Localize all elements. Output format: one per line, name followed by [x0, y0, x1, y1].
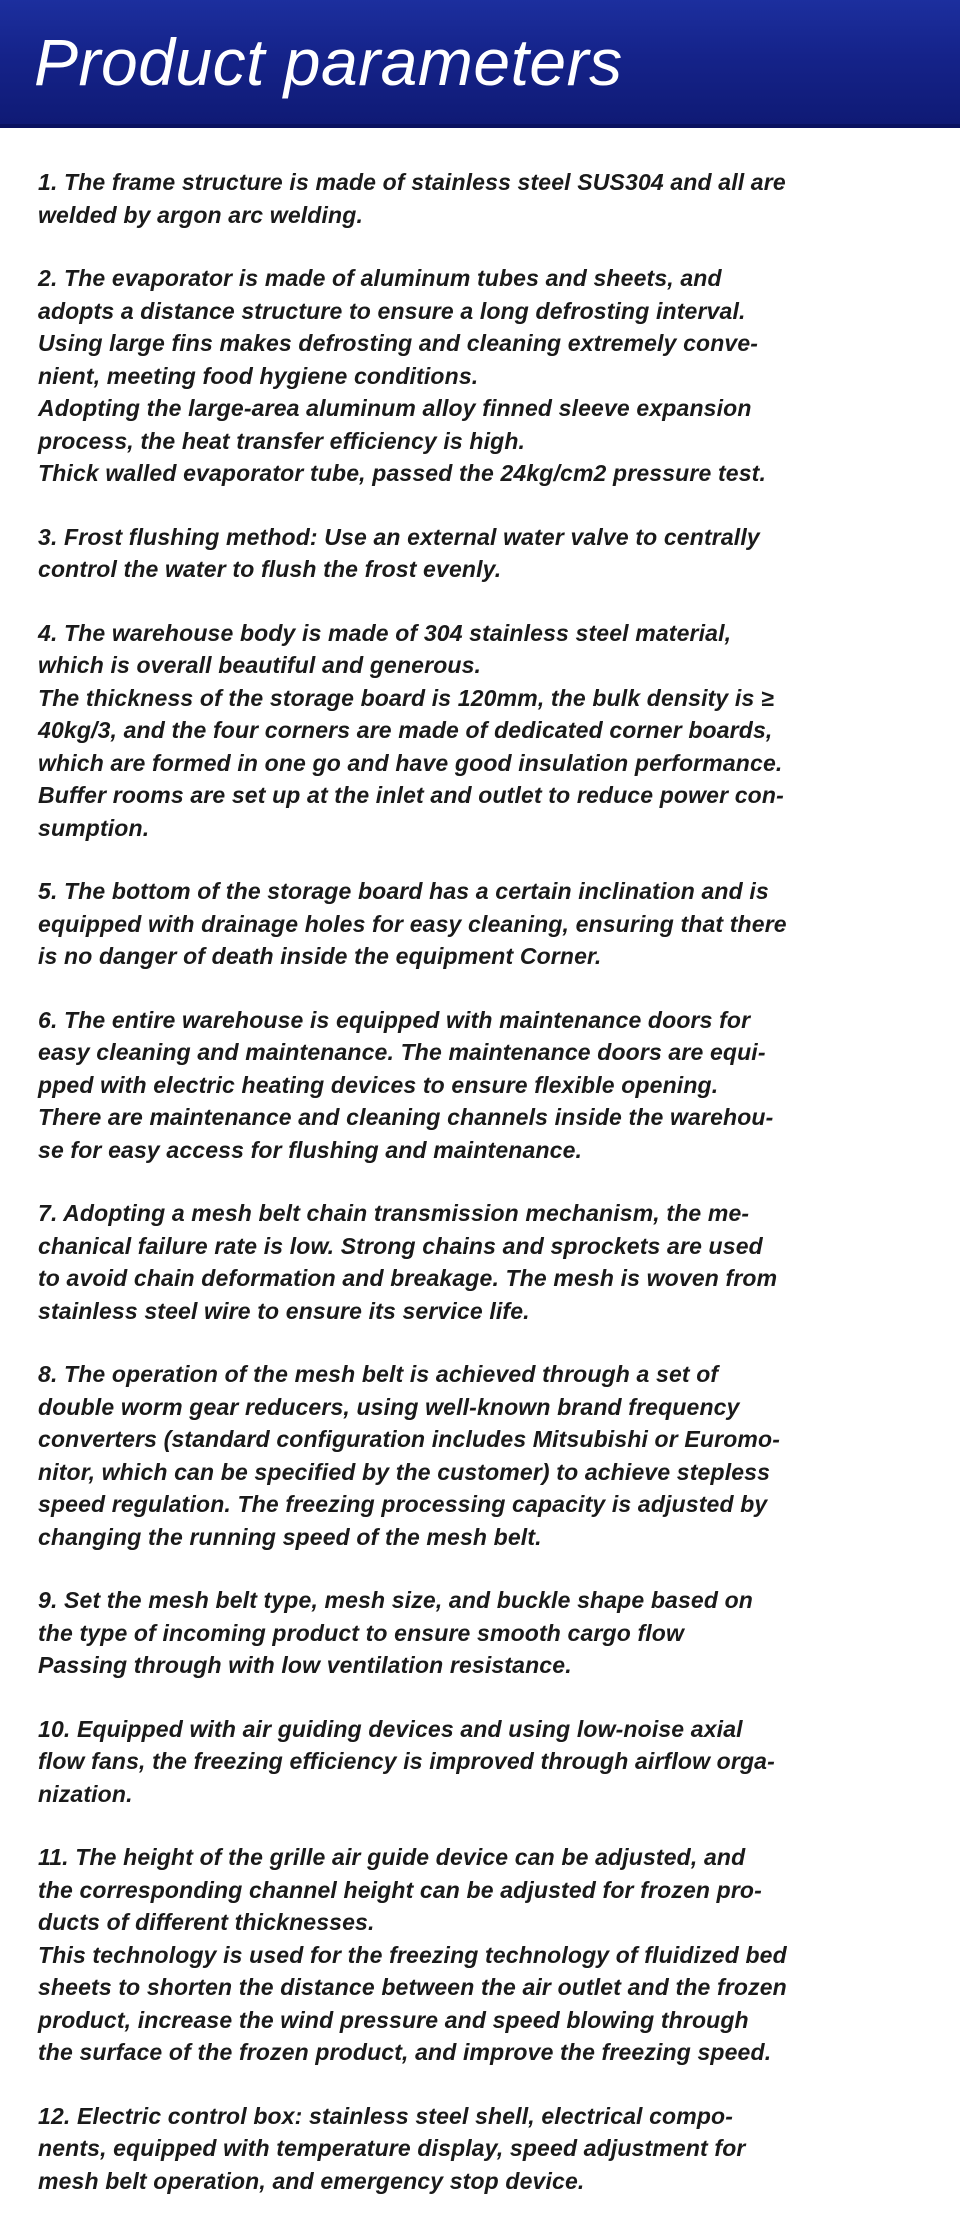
parameter-item [38, 262, 918, 490]
parameter-text-line: pped with electric heating devices to ensure flexible opening. [38, 1071, 719, 1098]
parameter-text-line: Thick walled evaporator tube, passed the 24kg/cm2 pressure test. [38, 460, 766, 486]
parameter-text-line: control the water to flush the frost evenly. [38, 556, 502, 582]
page-title: Product parameters [34, 25, 623, 99]
parameter-text-line: 12. Electric control box: stainless steel shell, electrical compo- [38, 2102, 734, 2129]
parameter-text-line: nient, meeting food hygiene conditions. [38, 362, 479, 389]
parameter-text-line: 9. Set the mesh belt type, mesh size, and buckle shape based on [38, 1587, 754, 1613]
parameter-text-line: stainless steel wire to ensure its service life. [38, 1297, 530, 1324]
parameter-text-line: Using large fins makes defrosting and cleaning extremely conve- [38, 330, 759, 356]
parameter-text-line: which is overall beautiful and generous. [38, 652, 482, 678]
parameter-text-line: Adopting the large-area aluminum alloy finned sleeve expansion [38, 395, 752, 421]
parameter-list [38, 166, 918, 2228]
parameter-text-line: Passing through with low ventilation resistance. [38, 1652, 572, 1678]
parameter-item [38, 875, 918, 973]
parameter-text-line: 3. Frost flushing method: Use an external water valve to centrally [38, 523, 760, 550]
parameter-text-line: flow fans, the freezing efficiency is improved through airflow orga- [38, 1748, 775, 1774]
parameter-text-line: 4. The warehouse body is made of 304 stainless steel material, [38, 619, 732, 646]
parameter-text-line: 6. The entire warehouse is equipped with maintenance doors for [38, 1006, 751, 1033]
parameter-text-line: welded by argon arc welding. [38, 201, 363, 228]
parameter-item [38, 1841, 918, 2069]
parameter-text-line: process, the heat transfer efficiency is high. [38, 427, 526, 454]
parameter-item [38, 1358, 918, 1553]
parameter-text-line: sheets to shorten the distance between the air outlet and the frozen [38, 1974, 787, 2000]
parameter-text-line: changing the running speed of the mesh belt. [38, 1523, 542, 1550]
parameter-item [38, 1004, 918, 1167]
parameter-text-line: There are maintenance and cleaning channels inside the warehou- [38, 1104, 774, 1130]
parameter-text-line: nents, equipped with temperature display, speed adjustment for [38, 2135, 746, 2161]
parameter-text-line: product, increase the wind pressure and speed blowing through [38, 2006, 749, 2033]
parameter-text-line: 40kg/3, and the four corners are made of dedicated corner boards, [38, 717, 773, 743]
parameter-text-line: the type of incoming product to ensure smooth cargo flow [38, 1619, 685, 1646]
parameter-text-line: nitor, which can be specified by the customer) to achieve stepless [38, 1458, 771, 1485]
parameter-text-line: is no danger of death inside the equipment Corner. [38, 943, 602, 969]
parameter-text-line: 1. The frame structure is made of stainless steel SUS304 and all are [38, 169, 786, 195]
parameter-text-line: nization. [38, 1780, 133, 1807]
parameter-text-line: the surface of the frozen product, and improve the freezing speed. [38, 2039, 772, 2065]
parameter-text-line: Buffer rooms are set up at the inlet and outlet to reduce power con- [38, 782, 784, 808]
parameter-item [38, 1584, 918, 1682]
parameter-text-line: se for easy access for flushing and maintenance. [38, 1136, 583, 1163]
parameter-item [38, 166, 918, 231]
parameter-text-line: to avoid chain deformation and breakage. The mesh is woven from [38, 1265, 778, 1291]
parameter-text-line: 11. The height of the grille air guide device can be adjusted, and [38, 1844, 746, 1870]
parameter-item [38, 521, 918, 586]
parameter-text-line: mesh belt operation, and emergency stop device. [38, 2167, 585, 2194]
parameter-text-line: speed regulation. The freezing processing capacity is adjusted by [38, 1491, 768, 1517]
parameter-text-line: 2. The evaporator is made of aluminum tubes and sheets, and [38, 265, 722, 291]
parameter-text-line: which are formed in one go and have good insulation performance. [38, 749, 783, 776]
parameter-text-line: 10. Equipped with air guiding devices and using low-noise axial [38, 1715, 743, 1742]
parameter-text-line: equipped with drainage holes for easy cleaning, ensuring that there [38, 910, 787, 937]
parameter-text-line: sumption. [38, 814, 150, 841]
parameter-text-line: double worm gear reducers, using well-known brand frequency [38, 1393, 740, 1420]
parameter-text-line: The thickness of the storage board is 120mm, the bulk density is ≥ [38, 684, 774, 711]
parameter-text-line: easy cleaning and maintenance. The maintenance doors are equi- [38, 1039, 766, 1065]
header-banner [0, 0, 960, 128]
parameter-text-line: 8. The operation of the mesh belt is achieved through a set of [38, 1361, 719, 1387]
parameter-text-line: This technology is used for the freezing technology of fluidized bed [38, 1941, 787, 1968]
parameter-text-line: 5. The bottom of the storage board has a certain inclination and is [38, 878, 769, 904]
parameter-item [38, 617, 918, 845]
parameter-text-line: adopts a distance structure to ensure a long defrosting interval. [38, 297, 746, 324]
parameter-text-line: ducts of different thicknesses. [38, 1909, 375, 1935]
parameter-item [38, 1713, 918, 1811]
parameter-text-line: the corresponding channel height can be adjusted for frozen pro- [38, 1876, 762, 1903]
parameter-text-line: chanical failure rate is low. Strong chains and sprockets are used [38, 1232, 763, 1259]
parameter-text-line: 7. Adopting a mesh belt chain transmission mechanism, the me- [38, 1200, 750, 1226]
parameter-text-line: converters (standard configuration includes Mitsubishi or Euromo- [38, 1426, 780, 1452]
parameter-item [38, 1197, 918, 1327]
parameter-item [38, 2100, 918, 2198]
